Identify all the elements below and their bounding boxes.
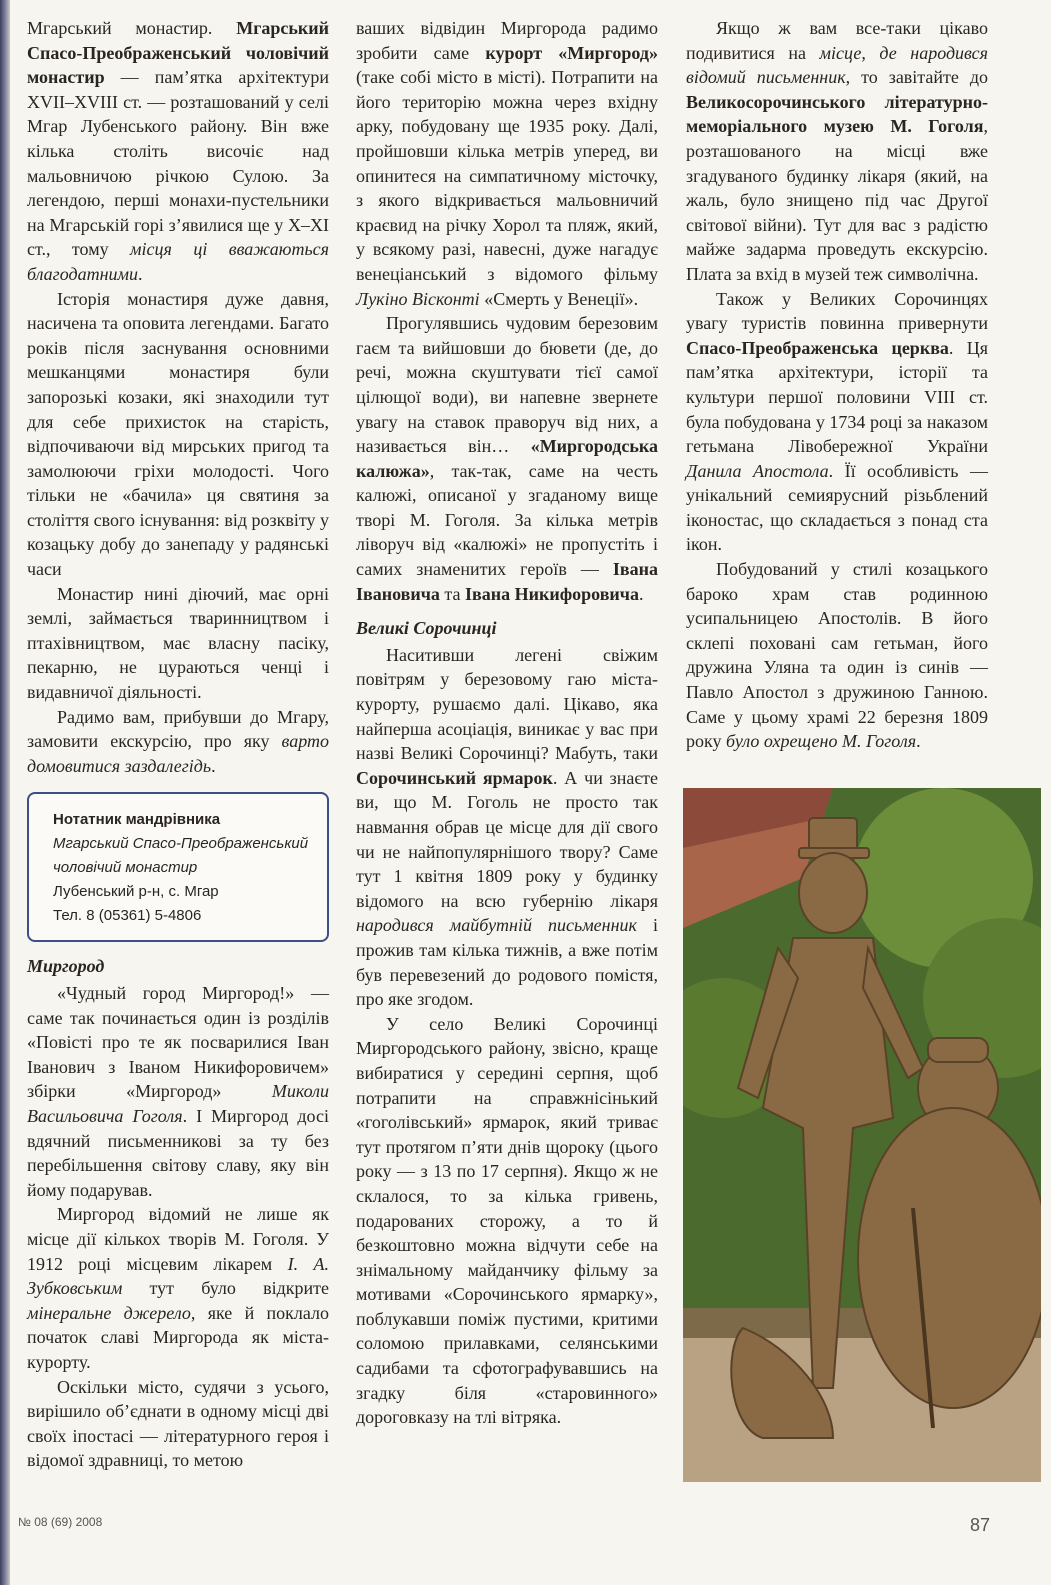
text-run: Миргород відомий не лише як місце дії кількох творів М. Гоголя. У 1912 році місцевим лікарем (27, 1204, 329, 1274)
bold-run: Спасо-Преображенська церква (686, 337, 949, 358)
text-run: , розташованого на місці вже згадуваного будинку лікаря (який, на жаль, було знищено під час Другої світової війни). Тут для вас з радістю майже задарма проведуть екскурсію. Плата за вхід в музей теж символічна. (686, 116, 988, 284)
bold-run: Сорочинський ярмарок (356, 767, 553, 788)
text-run: . А чи знаєте ви, що М. Гоголь не просто так навмання обрав це місце для дії свого чи не найпопулярнішого твору? Саме тут 1 квітня 1809 року у будинку відомого на всю губернію лікаря (356, 767, 658, 911)
article-column-3 (686, 16, 988, 754)
text-run: Наситивши легені свіжим повітрям у березовому гаю міста-курорту, рушаємо далі. Цікаво, яка найперша асоціація, виникає у вас при назві Великі Сорочинці? Мабуть, таки (356, 644, 658, 764)
italic-run: Миколи Васильовича Гоголя (27, 1081, 329, 1126)
paragraph-myrhorod-resort (27, 1202, 329, 1374)
paragraph-monastery-history (27, 287, 329, 582)
italic-run: місця ці вважаються благодатними (27, 239, 329, 284)
text-run: У село Великі Сорочинці Миргородського району, звісно, краще вибиратися у середині серпня, щоб потрапити на справжнісінький «гоголівський» ярмарок, який триває тут протягом п’яти днів щороку (цього року — з 13 по 17 серпня). Якщо ж не склалося, то за кілька гривень, подарованих сторожу, а то й безкоштовно можна відчути себе на знімальному майданчику фільму за мотивами «Сорочинського ярмарку», поблукавши поміж пустими, критими соломою прилавками, селянськими садибами та сфотографувавшись на згадку біля «старовинного» дороговказу на тлі вітряка. (356, 1013, 658, 1428)
text-run: (таке собі місто в місті). Потрапити на його територію можна через вхідну арку, побудовану ще 1935 року. Далі, пройшовши кілька метрів уперед, ви опинитеся на симпатичному місточку, з якого відкривається мальовничий краєвид на річку Хорол та пляж, який, у всякому разі, навесні, дуже нагадує венеціанський з відомого фільму (356, 67, 658, 284)
text-run: Історія монастиря дуже давня, насичена та оповита легендами. Багато років після заснування основними мешканцями монастиря були запорозькі козаки, які знаходили тут для себе прихисток на старість, відпочиваючи від мирських пригод та замолюючи гріхи молодості. Чого тільки не «бачила» ця святиня за століття свого існування: від розквіту у козацьку добу до занепаду у радянські часи (27, 288, 330, 580)
page-spine-shadow (0, 0, 10, 1585)
text-run: Оскільки місто, судячи з усього, вирішило об’єднати в одному місці дві своїх іпостасі — літературного героя і відомої здравниці, то метою (27, 1376, 329, 1471)
text-run: , так-так, саме на честь калюжі, описаної у згаданому вище творі М. Гоголя. За кілька метрів ліворуч від «калюжі» не пропустіть і самих знаменитих героїв — (356, 460, 658, 580)
italic-run: було охрещено М. Гоголя (726, 731, 917, 752)
notebook-monastery-name: Мгарський Спасо-Преображенський чоловічий монастир (53, 835, 309, 877)
paragraph-excursion-advice (27, 705, 329, 779)
notebook-phone: Тел. 8 (05361) 5-4806 (53, 907, 202, 925)
paragraph-apostol-tomb (686, 557, 988, 754)
italic-run: варто домовитися заздалегідь (27, 731, 329, 776)
page-number: 87 (970, 1515, 991, 1535)
notebook-title: Нотатник мандрівника (53, 811, 221, 829)
text-run: Монастир нині діючий, має орні землі, займається тваринництвом і птахівництвом, має власну пасіку, пекарню, не цураються ченці і видавничої діяльності. (27, 583, 329, 703)
text-run: Побудований у стилі козацького бароко храм став родинною усипальницею Апостолів. В його склепі поховані сам гетьман, його дружина Уляна та один із синів — Павло Апостол з дружиною Ганною. Саме у цьому храмі 22 березня 1809 року (686, 559, 988, 752)
photo-ivan-ivanovich-ivan-nykyforovych-statue (683, 788, 1041, 1482)
italic-run: місце, де народився відомий письменник (686, 42, 988, 88)
italic-run: Данила Апостола (686, 460, 829, 481)
text-run: . Її особливість — унікальний семиярусний різьблений іконостас, що складається з понад ста ікон. (686, 460, 988, 555)
text-run: . Ця пам’ятка архітектури, історії та культури першої половини VIII ст. була побудована у 1734 році за наказом гетьмана Лівобережної України (686, 337, 989, 457)
paragraph-mhar-monastery (27, 16, 329, 287)
subheading-myrhorod: Миргород (27, 956, 105, 977)
text-run: . (137, 263, 143, 284)
paragraph-transfiguration-church (686, 287, 988, 558)
text-run: і прожив там кілька тижнів, а вже потім був перевезений до родового помістя, про яке згодом. (356, 915, 658, 1010)
italic-run: народився майбутній письменник (356, 915, 637, 936)
text-run: — пам’ятка архітектури XVII–XVIII ст. — розташований у селі Мгар Лубенського району. Він вже кілька століть височіє над мальовничою річкою Сулою. За легендою, перші монахи-пустельники на Мгарській горі з’явилися ще у X–XI ст., тому (27, 67, 329, 260)
article-column-1 (27, 16, 329, 1473)
text-run: «Чудный город Миргород!» — саме так починається один із розділів «Повісті про те як посварилися Іван Іванович з Іваном Никифоровичем» збірки «Миргород» (27, 983, 329, 1102)
paragraph-gogol-museum (686, 16, 988, 287)
italic-run: І. А. Зубковським (27, 1253, 330, 1299)
italic-run: Лукіно Вісконті (356, 288, 480, 309)
bold-run: курорт «Миргород» (485, 42, 659, 63)
issue-number: № 08 (69) 2008 (18, 1515, 103, 1529)
traveler-notebook-box (27, 792, 329, 942)
bold-run: «Миргородська калюжа» (356, 436, 658, 481)
text-run: . І Миргород досі вдячний письменникові за ту без перебільшення світову славу, яку він йому подарував. (27, 1105, 329, 1200)
paragraph-monastery-today (27, 582, 329, 705)
text-run: . (916, 731, 921, 752)
text-run: . (211, 755, 216, 776)
text-run: Мгарський монастир. (27, 18, 237, 38)
text-run: ваших відвідин Миргорода радимо зробити саме (356, 18, 658, 63)
paragraph-resort-myrhorod (356, 16, 658, 311)
paragraph-myrhorod-intro (27, 981, 329, 1202)
text-run: , то завітайте до (845, 67, 988, 88)
bold-run: Івана Івановича (356, 559, 658, 604)
subheading-velyki-sorochyntsi: Великі Сорочинці (356, 618, 497, 639)
statue-illustration (683, 788, 1041, 1482)
article-column-2 (356, 16, 658, 1430)
paragraph-village-visit (356, 1012, 658, 1430)
paragraph-myrhorod-purpose (27, 1375, 329, 1473)
notebook-address: Лубенський р-н, с. Мгар (53, 883, 219, 901)
text-run: Радимо вам, прибувши до Мгару, замовити екскурсію, про яку (27, 706, 329, 752)
text-run: та (439, 583, 465, 604)
text-run: Прогулявшись чудовим березовим гаєм та вийшовши до бювети (де, до речі, можна скуштувати тієї самої цілющої води), ви напевне звернете увагу на ставок праворуч від них, а називається він… (356, 313, 658, 457)
text-run: Якщо ж вам все-таки цікаво подивитися на (686, 18, 988, 63)
paragraph-myrhorod-puddle (356, 311, 658, 606)
bold-run: Великосорочинського літературно-меморіального музею М. Гоголя (686, 91, 988, 137)
text-run: . (638, 583, 644, 604)
text-run: Також у Великих Сорочинцях увагу туристів повинна привернути (686, 288, 988, 334)
bold-run: Івана Никифоровича (464, 583, 639, 604)
italic-run: мінеральне джерело (27, 1302, 191, 1323)
bold-run: Мгарський Спасо-Преображенський чоловічий монастир (27, 18, 329, 88)
text-run: тут було відкрите (122, 1278, 329, 1299)
text-run: , яке й поклало початок славі Миргорода як міста-курорту. (27, 1302, 329, 1372)
text-run: «Смерть у Венеції». (479, 288, 639, 309)
paragraph-sorochyntsi-fair (356, 643, 658, 1012)
